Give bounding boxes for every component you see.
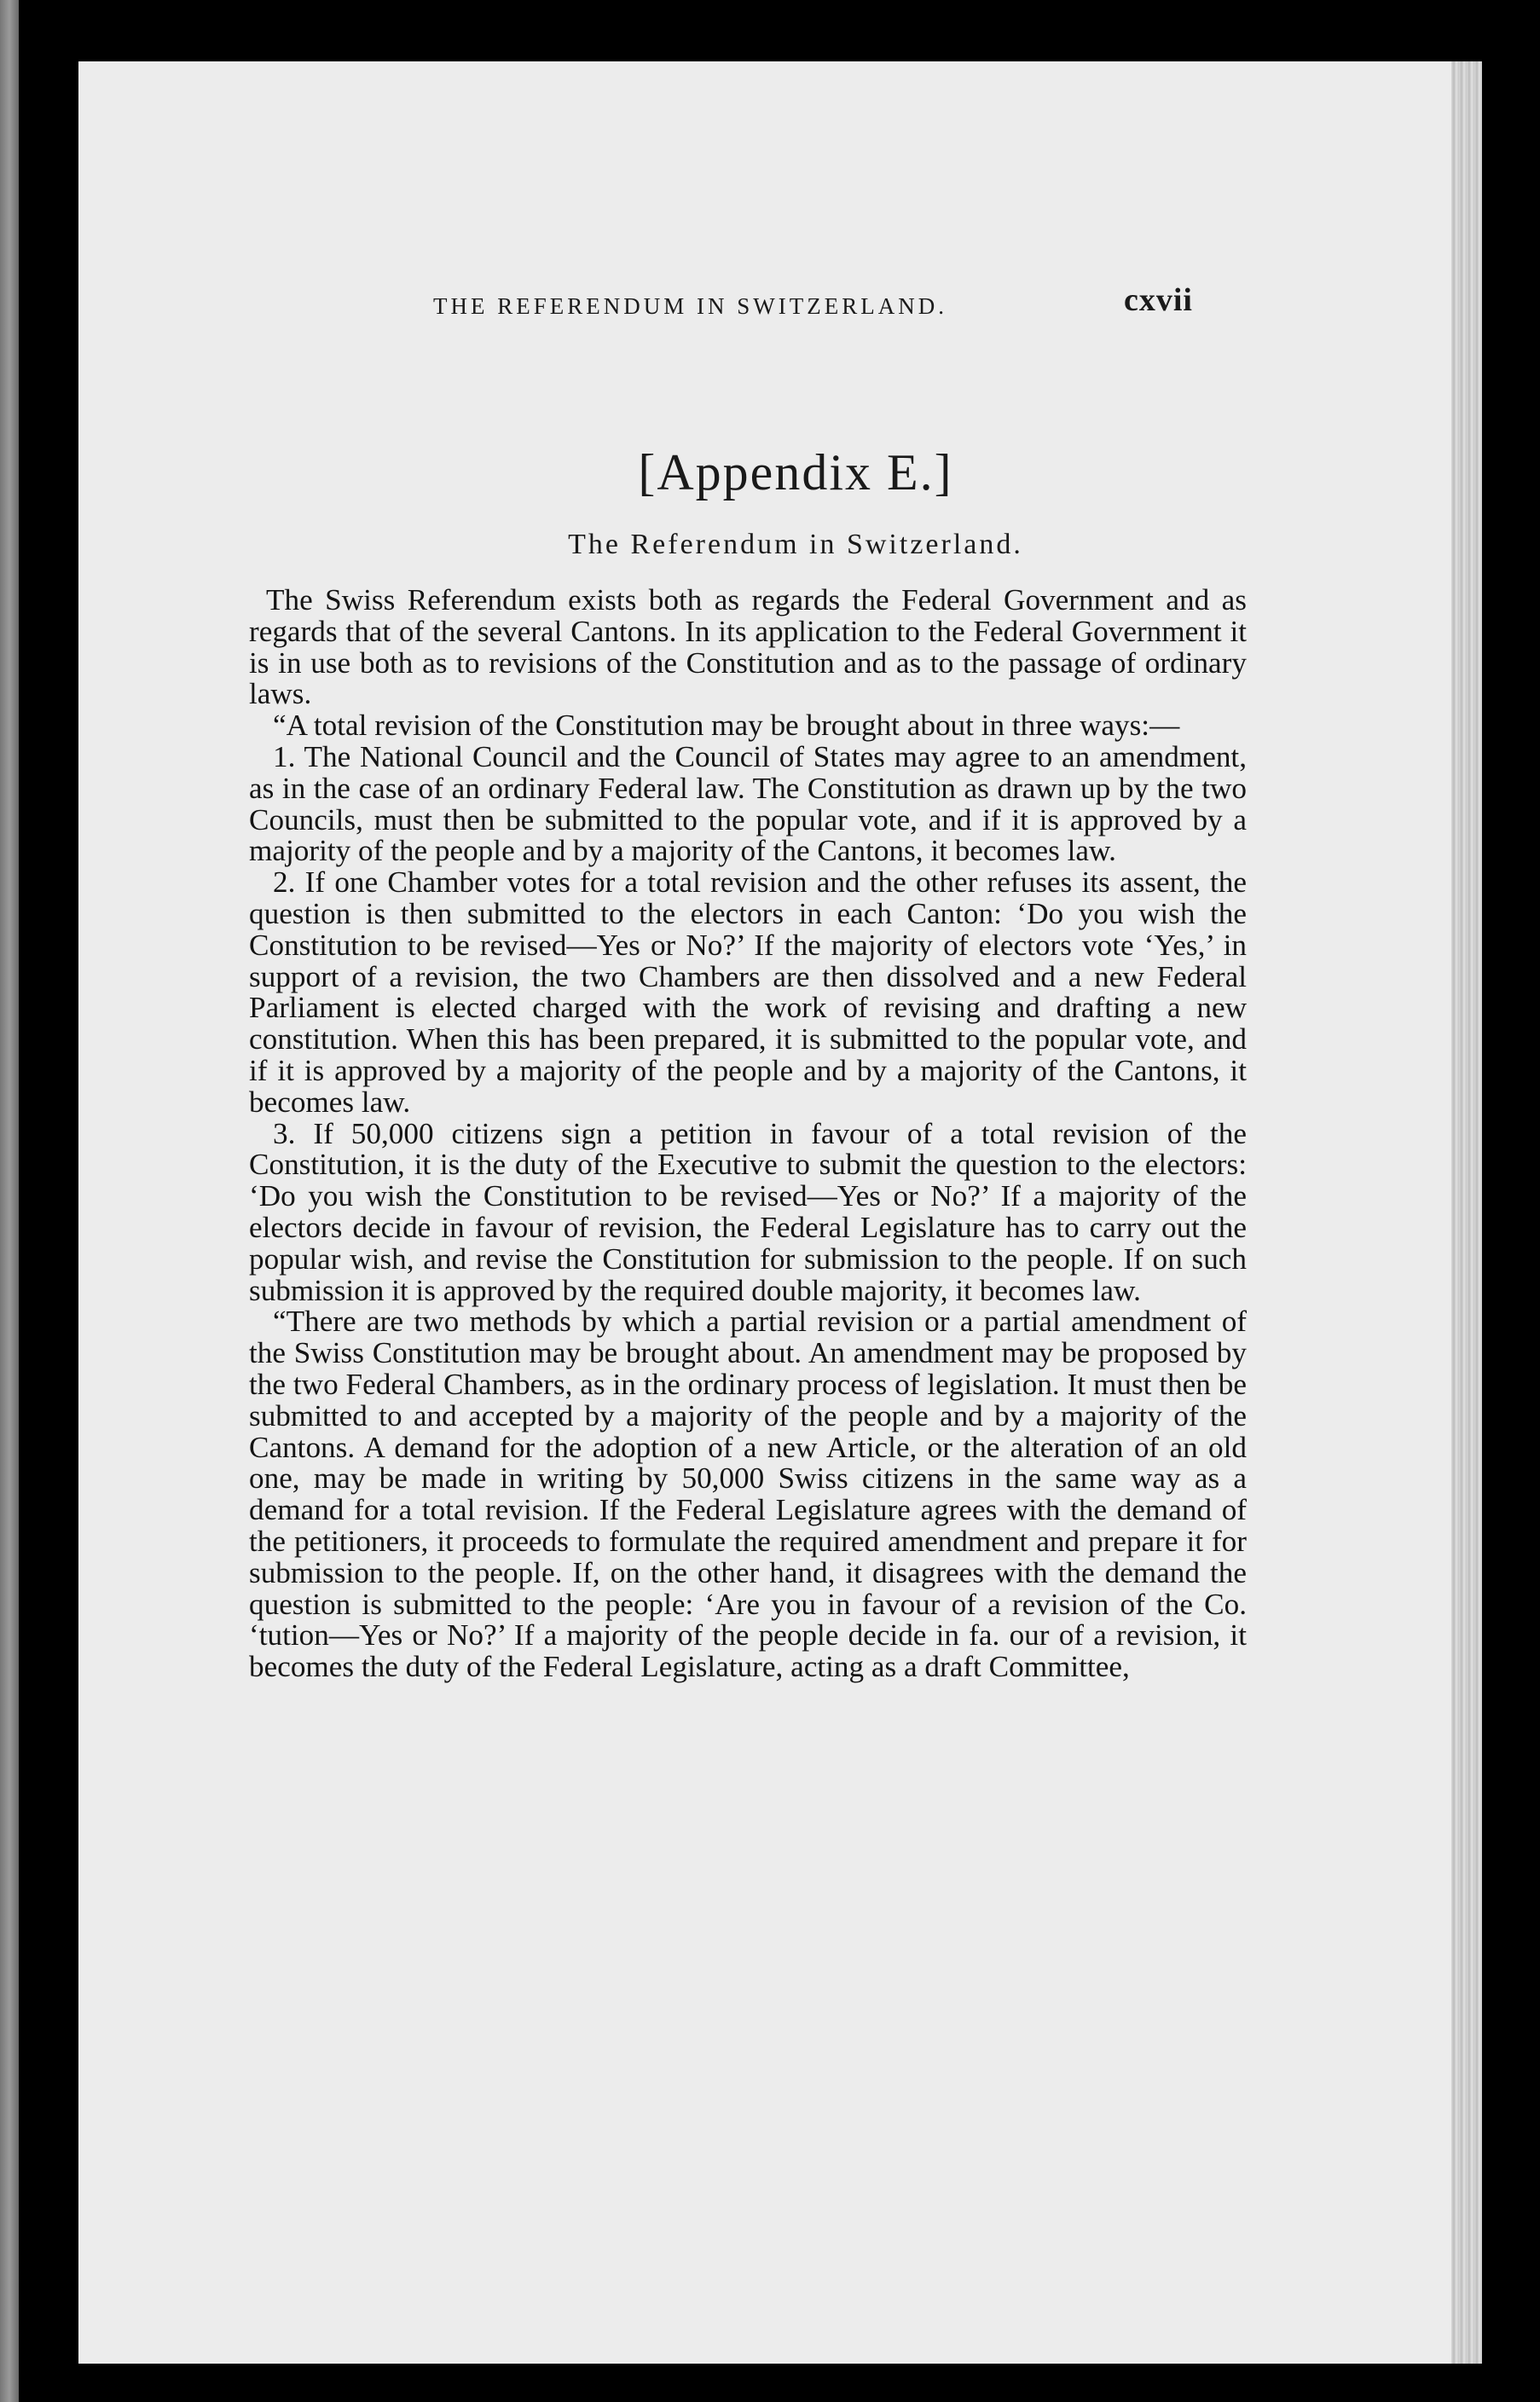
paragraph: 1. The National Council and the Council of States may agree to an amendment, as in the case of an ordinary Federal law. The Constitution as drawn up by the two Councils, must then be submitted to the popular vote, and if it is approved by a majority of the people and by a majority of the Cantons, it becomes law. [249,739,1247,868]
section-subtitle: The Referendum in Switzerland. [568,529,1023,560]
appendix-title: [Appendix E.] [638,444,953,501]
paragraph: The Swiss Referendum exists both as regards the Federal Government and as regards that of the several Cantons. In its application to the Federal Government it is in use both as to revisions of the Constitution and as to the passage of ordinary laws. [249,583,1247,711]
page-number: cxvii [1124,282,1193,318]
body-text [249,585,1247,1683]
scan-left-strip [0,0,19,2402]
paragraph: 2. If one Chamber votes for a total revision and the other refuses its assent, the question is then submitted to the electors in each Canton: ‘Do you wish the Constitution to be revised—Yes or No?’ If the majority of electors vote ‘Yes,’ in support of a revision, the two Chambers are then dissolved and a new Federal Parliament is elected charged with the work of revising and drafting a new constitution. When this has been prepared, it is submitted to the popular vote, and if it is approved by a majority of the people and by a majority of the Cantons, it becomes law. [249,865,1247,1119]
paragraph: “A total revision of the Constitution may be brought about in three ways:— [273,709,1180,743]
paragraph: 3. If 50,000 citizens sign a petition in favour of a total revision of the Constitution, it is the duty of the Executive to submit the question to the electors: ‘Do you wish the Constitution to be revised—Yes or No?’ If a majority of the electors decide in favour of revision, the Federal Legislature has to carry out the popular wish, and revise the Constitution for submission to the people. If on such submission it is approved by the required double majority, it becomes law. [249,1116,1247,1307]
running-header: THE REFERENDUM IN SWITZERLAND. [433,293,947,319]
page-edge [1451,61,1482,2364]
paragraph: “There are two methods by which a partial revision or a partial amendment of the Swiss Constitution may be brought about. An amendment may be proposed by the two Federal Chambers, as in the ordinary process of legislation. It must then be submitted to and accepted by a majority of the people and by a majority of the Cantons. A demand for the adoption of a new Article, or the alteration of an old one, may be made in writing by 50,000 Swiss citizens in the same way as a demand for a total revision. If the Federal Legislature agrees with the demand of the petitioners, it proceeds to formulate the required amendment and prepare it for submission to the people. If, on the other hand, it disagrees with the demand the question is submitted to the people: ‘Are you in favour of a revision of the Co. ‘tution—Yes or No?’ If a majority of the people decide in fa. our of a revision, it becomes the duty of the Federal Legislature, acting as a draft Committee, [249,1305,1247,1684]
